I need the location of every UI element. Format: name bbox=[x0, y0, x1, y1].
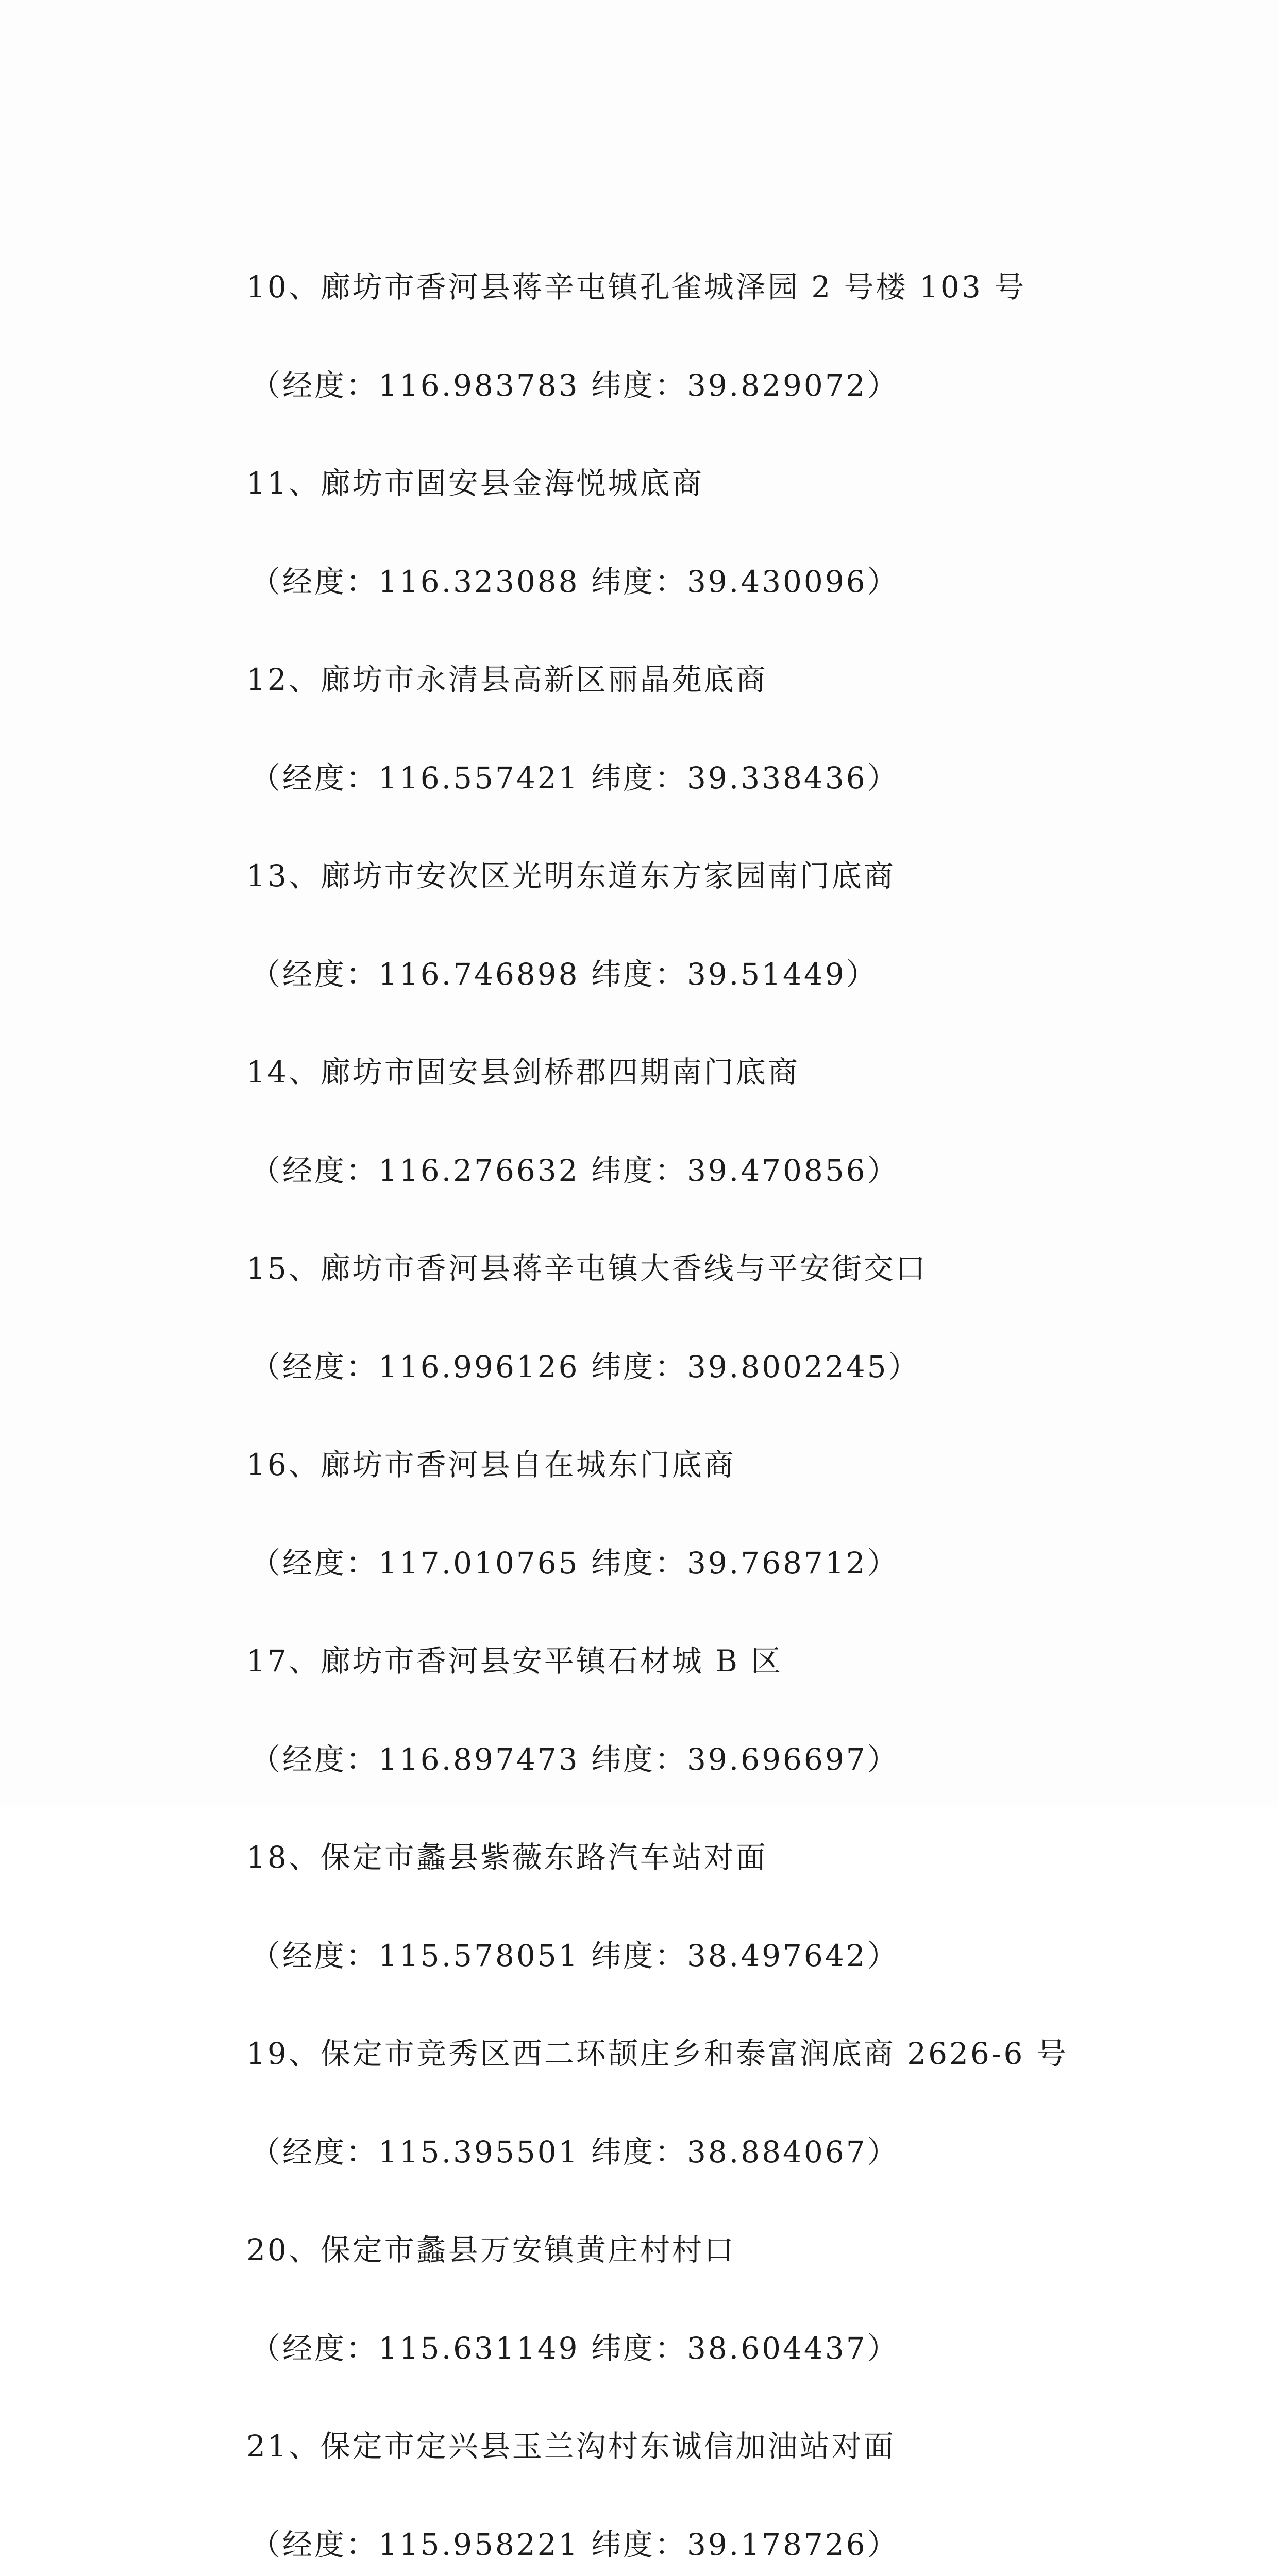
entry-coordinates: （经度：117.010765 纬度：39.768712） bbox=[246, 1514, 1153, 1613]
entry-address: 17、廊坊市香河县安平镇石材城 B 区 bbox=[246, 1612, 1153, 1710]
list-item bbox=[246, 1416, 1153, 1612]
list-item bbox=[246, 827, 1153, 1023]
entry-coordinates: （经度：116.557421 纬度：39.338436） bbox=[246, 729, 1153, 827]
entry-address: 21、保定市定兴县玉兰沟村东诚信加油站对面 bbox=[246, 2397, 1153, 2496]
entry-address: 11、廊坊市固安县金海悦城底商 bbox=[246, 434, 1153, 533]
list-item bbox=[246, 2201, 1153, 2397]
list-item bbox=[246, 631, 1153, 827]
entry-address: 20、保定市蠡县万安镇黄庄村村口 bbox=[246, 2201, 1153, 2299]
location-list bbox=[246, 238, 1153, 2576]
list-item bbox=[246, 2397, 1153, 2576]
entry-coordinates: （经度：115.958221 纬度：39.178726） bbox=[246, 2496, 1153, 2576]
entry-coordinates: （经度：116.996126 纬度：39.8002245） bbox=[246, 1318, 1153, 1416]
list-item bbox=[246, 434, 1153, 631]
entry-address: 10、廊坊市香河县蒋辛屯镇孔雀城泽园 2 号楼 103 号 bbox=[246, 238, 1153, 336]
entry-coordinates: （经度：116.983783 纬度：39.829072） bbox=[246, 336, 1153, 435]
entry-address: 18、保定市蠡县紫薇东路汽车站对面 bbox=[246, 1808, 1153, 1907]
list-item bbox=[246, 1612, 1153, 1808]
list-item bbox=[246, 1023, 1153, 1219]
entry-coordinates: （经度：115.631149 纬度：38.604437） bbox=[246, 2299, 1153, 2398]
entry-coordinates: （经度：115.578051 纬度：38.497642） bbox=[246, 1907, 1153, 2005]
entry-address: 16、廊坊市香河县自在城东门底商 bbox=[246, 1416, 1153, 1514]
entry-address: 14、廊坊市固安县剑桥郡四期南门底商 bbox=[246, 1023, 1153, 1122]
entry-coordinates: （经度：115.395501 纬度：38.884067） bbox=[246, 2103, 1153, 2201]
list-item bbox=[246, 1808, 1153, 2005]
entry-address: 15、廊坊市香河县蒋辛屯镇大香线与平安街交口 bbox=[246, 1219, 1153, 1318]
entry-coordinates: （经度：116.897473 纬度：39.696697） bbox=[246, 1710, 1153, 1809]
entry-coordinates: （经度：116.276632 纬度：39.470856） bbox=[246, 1122, 1153, 1220]
entry-address: 12、廊坊市永清县高新区丽晶苑底商 bbox=[246, 631, 1153, 729]
list-item bbox=[246, 2005, 1153, 2201]
list-item bbox=[246, 1219, 1153, 1416]
entry-coordinates: （经度：116.323088 纬度：39.430096） bbox=[246, 533, 1153, 631]
list-item bbox=[246, 238, 1153, 434]
entry-coordinates: （经度：116.746898 纬度：39.51449） bbox=[246, 925, 1153, 1024]
entry-address: 19、保定市竞秀区西二环颉庄乡和泰富润底商 2626-6 号 bbox=[246, 2005, 1153, 2103]
entry-address: 13、廊坊市安次区光明东道东方家园南门底商 bbox=[246, 827, 1153, 925]
